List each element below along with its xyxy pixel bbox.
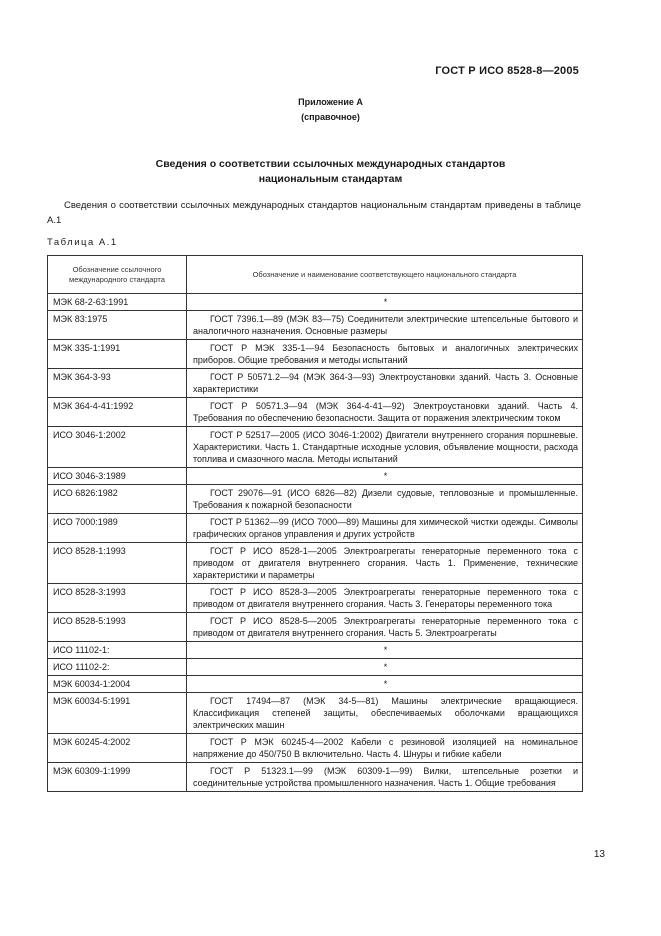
reference-standard-cell: ИСО 8528-1:1993 bbox=[48, 543, 187, 584]
reference-standard-cell: МЭК 60309-1:1999 bbox=[48, 763, 187, 792]
table-row bbox=[48, 613, 583, 642]
table-row bbox=[48, 340, 583, 369]
table-row bbox=[48, 398, 583, 427]
table-row bbox=[48, 311, 583, 340]
table-row bbox=[48, 734, 583, 763]
reference-standard-cell: МЭК 83:1975 bbox=[48, 311, 187, 340]
table-row bbox=[48, 485, 583, 514]
standards-table bbox=[47, 255, 583, 792]
national-standard-cell: ГОСТ Р МЭК 335-1—94 Безопасность бытовых и аналогичных электрических приборов. Общие требования и методы испытаний bbox=[187, 340, 583, 369]
section-title-line2: национальным стандартам bbox=[258, 173, 403, 185]
reference-standard-cell: МЭК 68-2-63:1991 bbox=[48, 294, 187, 311]
table-label: Таблица А.1 bbox=[47, 237, 118, 248]
reference-standard-cell: ИСО 8528-5:1993 bbox=[48, 613, 187, 642]
national-standard-cell: ГОСТ 29076—91 (ИСО 6826—82) Дизели судовые, тепловозные и промышленные. Требования к пожарной безопасности bbox=[187, 485, 583, 514]
reference-standard-cell: ИСО 11102-1: bbox=[48, 642, 187, 659]
reference-standard-cell: МЭК 60034-1:2004 bbox=[48, 676, 187, 693]
national-standard-cell: * bbox=[187, 659, 583, 676]
reference-standard-cell: ИСО 11102-2: bbox=[48, 659, 187, 676]
intro-paragraph: Сведения о соответствии ссылочных международных стандартов национальным стандартам приведены в таблице А.1 bbox=[47, 200, 581, 226]
page-number: 13 bbox=[593, 849, 605, 860]
col-header-reference: Обозначение ссылочного международного стандарта bbox=[48, 256, 187, 294]
national-standard-cell: ГОСТ Р 51323.1—99 (МЭК 60309-1—99) Вилки, штепсельные розетки и соединительные устройства промышленного назначения. Часть 1. Общие требования bbox=[187, 763, 583, 792]
national-standard-cell: ГОСТ Р ИСО 8528-5—2005 Электроагрегаты генераторные переменного тока с приводом от двигателя внутреннего сгорания. Часть 5. Электроагрегаты bbox=[187, 613, 583, 642]
table-row bbox=[48, 763, 583, 792]
table-row bbox=[48, 369, 583, 398]
table-row bbox=[48, 642, 583, 659]
reference-standard-cell: МЭК 364-4-41:1992 bbox=[48, 398, 187, 427]
national-standard-cell: * bbox=[187, 294, 583, 311]
reference-standard-cell: МЭК 364-3-93 bbox=[48, 369, 187, 398]
table-row bbox=[48, 693, 583, 734]
table-body bbox=[48, 294, 583, 792]
table-header-row bbox=[48, 256, 583, 294]
reference-standard-cell: ИСО 7000:1989 bbox=[48, 514, 187, 543]
reference-standard-cell: МЭК 335-1:1991 bbox=[48, 340, 187, 369]
table-row bbox=[48, 659, 583, 676]
reference-standard-cell: ИСО 6826:1982 bbox=[48, 485, 187, 514]
table-row bbox=[48, 294, 583, 311]
annex-title: Приложение А bbox=[298, 97, 363, 107]
national-standard-cell: ГОСТ Р 51362—99 (ИСО 7000—89) Машины для химической чистки одежды. Символы графических органов управления и других устройств bbox=[187, 514, 583, 543]
reference-standard-cell: МЭК 60245-4:2002 bbox=[48, 734, 187, 763]
table-row bbox=[48, 468, 583, 485]
table-row bbox=[48, 676, 583, 693]
table-row bbox=[48, 584, 583, 613]
reference-standard-cell: ИСО 8528-3:1993 bbox=[48, 584, 187, 613]
national-standard-cell: ГОСТ Р МЭК 60245-4—2002 Кабели с резиновой изоляцией на номинальное напряжение до 450/750 В включительно. Часть 4. Шнуры и гибкие кабели bbox=[187, 734, 583, 763]
section-title bbox=[0, 157, 661, 187]
reference-standard-cell: ИСО 3046-3:1989 bbox=[48, 468, 187, 485]
table-row bbox=[48, 427, 583, 468]
reference-standard-cell: ИСО 3046-1:2002 bbox=[48, 427, 187, 468]
national-standard-cell: ГОСТ Р 50571.3—94 (МЭК 364-4-41—92) Электроустановки зданий. Часть 4. Требования по обеспечению безопасности. Защита от поражения электрическим током bbox=[187, 398, 583, 427]
document-code: ГОСТ Р ИСО 8528-8—2005 bbox=[435, 65, 579, 77]
section-title-line1: Сведения о соответствии ссылочных международных стандартов bbox=[155, 158, 506, 170]
national-standard-cell: * bbox=[187, 642, 583, 659]
reference-standard-cell: МЭК 60034-5:1991 bbox=[48, 693, 187, 734]
national-standard-cell: * bbox=[187, 676, 583, 693]
national-standard-cell: ГОСТ 17494—87 (МЭК 34-5—81) Машины электрические вращающиеся. Классификация степеней защиты, обеспечиваемых оболочками вращающихся электрических машин bbox=[187, 693, 583, 734]
annex-type: (справочное) bbox=[301, 112, 360, 122]
annex-heading bbox=[0, 95, 661, 125]
table-row bbox=[48, 543, 583, 584]
national-standard-cell: * bbox=[187, 468, 583, 485]
national-standard-cell: ГОСТ Р ИСО 8528-3—2005 Электроагрегаты генераторные переменного тока с приводом от двигателя внутреннего сгорания. Часть 3. Генераторы переменного тока bbox=[187, 584, 583, 613]
national-standard-cell: ГОСТ Р ИСО 8528-1—2005 Электроагрегаты генераторные переменного тока с приводом от двигателя внутреннего сгорания. Часть 1. Применение, технические характеристики и параметры bbox=[187, 543, 583, 584]
national-standard-cell: ГОСТ Р 50571.2—94 (МЭК 364-3—93) Электроустановки зданий. Часть 3. Основные характеристики bbox=[187, 369, 583, 398]
national-standard-cell: ГОСТ Р 52517—2005 (ИСО 3046-1:2002) Двигатели внутреннего сгорания поршневые. Характеристики. Часть 1. Стандартные исходные условия, объявление мощности, расхода топлива и смазочного масла. Методы испытаний bbox=[187, 427, 583, 468]
table-row bbox=[48, 514, 583, 543]
national-standard-cell: ГОСТ 7396.1—89 (МЭК 83—75) Соединители электрические штепсельные бытового и аналогичного назначения. Основные размеры bbox=[187, 311, 583, 340]
col-header-national: Обозначение и наименование соответствующего национального стандарта bbox=[187, 256, 583, 294]
